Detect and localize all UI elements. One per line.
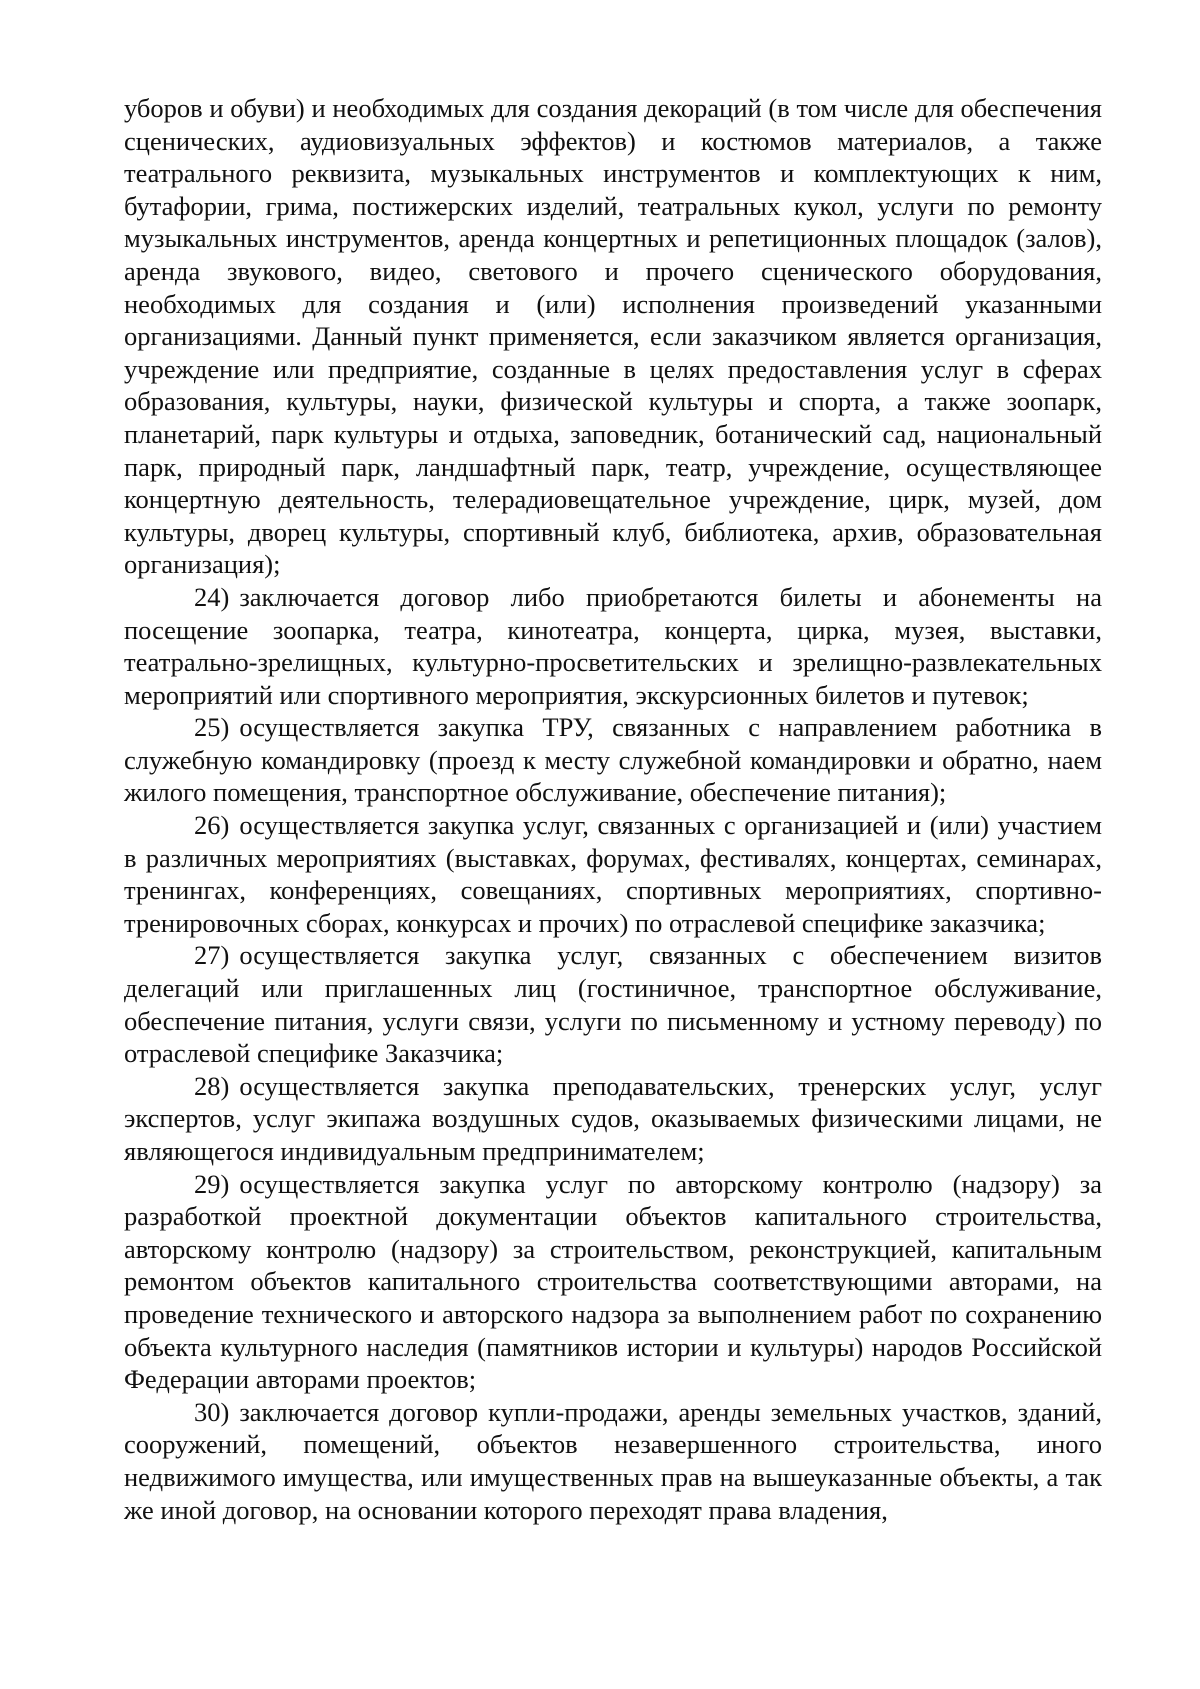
list-item-27 xyxy=(124,939,1102,1069)
item-number: 26) xyxy=(194,810,230,841)
list-item-26 xyxy=(124,809,1102,939)
list-item-25 xyxy=(124,711,1102,809)
item-text: осуществляется закупка услуг, связанных с обеспечением визитов делегаций или приглашенных лиц (гостиничное, транспортное обслуживание, обеспечение питания, услуги связи, услуги по письменному и устному переводу) по отраслевой специфике Заказчика; xyxy=(124,940,1102,1069)
item-number: 25) xyxy=(194,712,230,743)
paragraph-text: уборов и обуви) и необходимых для создания декораций (в том числе для обеспечения сценических, аудиовизуальных эффектов) и костюмов материалов, а также театрального реквизита, музыкальных инструментов и комплектующих к ним, бутафории, грима, постижерских изделий, театральных кукол, услуги по ремонту музыкальных инструментов, аренда концертных и репетиционных площадок (залов), аренда звукового, видео, светового и прочего сценического оборудования, необходимых для создания и (или) исполнения произведений указанными организациями. Данный пункт применяется, если заказчиком является организация, учреждение или предприятие, созданные в целях предоставления услуг в сферах образования, культуры, науки, физической культуры и спорта, а также зоопарк, планетарий, парк культуры и отдыха, заповедник, ботанический сад, национальный парк, природный парк, ландшафтный парк, театр, учреждение, осуществляющее концертную деятельность, телерадиовещательное учреждение, цирк, музей, дом культуры, дворец культуры, спортивный клуб, библиотека, архив, образовательная организация); xyxy=(124,93,1102,580)
item-number: 27) xyxy=(194,940,230,971)
paragraph-continued xyxy=(124,92,1102,581)
item-text: осуществляется закупка услуг по авторскому контролю (надзору) за разработкой проектной документации объектов капитального строительства, авторскому контролю (надзору) за строительством, реконструкцией, капитальным ремонтом объектов капитального строительства соответствующими авторами, на проведение технического и авторского надзора за выполнением работ по сохранению объекта культурного наследия (памятников истории и культуры) народов Российской Федерации авторами проектов; xyxy=(124,1168,1102,1395)
item-number: 24) xyxy=(194,581,230,612)
list-item-28 xyxy=(124,1070,1102,1168)
item-text: заключается договор купли-продажи, аренды земельных участков, зданий, сооружений, помещений, объектов незавершенного строительства, иного недвижимого имущества, или имущественных прав на вышеуказанные объекты, а так же иной договор, на основании которого переходят права владения, xyxy=(124,1396,1102,1525)
list-item-30 xyxy=(124,1396,1102,1526)
item-text: заключается договор либо приобретаются билеты и абонементы на посещение зоопарка, театра, кинотеатра, концерта, цирка, музея, выставки, театрально-зрелищных, культурно-просветительских и зрелищно-развлекательных мероприятий или спортивного мероприятия, экскурсионных билетов и путевок; xyxy=(124,581,1102,710)
item-number: 30) xyxy=(194,1396,230,1427)
item-number: 28) xyxy=(194,1070,230,1101)
item-number: 29) xyxy=(194,1168,230,1199)
list-item-24 xyxy=(124,581,1102,711)
item-text: осуществляется закупка услуг, связанных с организацией и (или) участием в различных мероприятиях (выставках, форумах, фестивалях, концертах, семинарах, тренингах, конференциях, совещаниях, спортивных мероприятиях, спортивно-тренировочных сборах, конкурсах и прочих) по отраслевой специфике заказчика; xyxy=(124,810,1102,938)
list-item-29 xyxy=(124,1168,1102,1396)
item-text: осуществляется закупка ТРУ, связанных с направлением работника в служебную командировку (проезд к месту служебной командировки и обратно, наем жилого помещения, транспортное обслуживание, обеспечение питания); xyxy=(124,712,1102,808)
item-text: осуществляется закупка преподавательских, тренерских услуг, услуг экспертов, услуг экипажа воздушных судов, оказываемых физическими лицами, не являющегося индивидуальным предпринимателем; xyxy=(124,1070,1102,1166)
